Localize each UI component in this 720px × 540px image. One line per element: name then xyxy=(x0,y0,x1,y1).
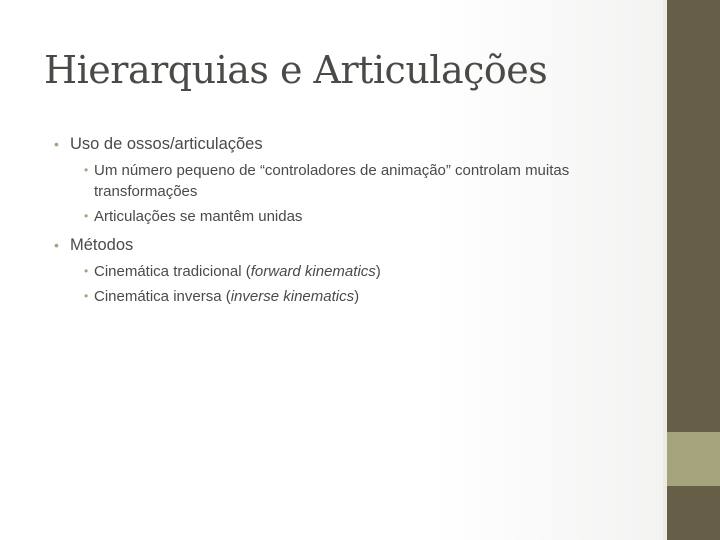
sub-bullet-text: Articulações se mantêm unidas xyxy=(94,208,303,225)
slide-title: Hierarquias e Articulações xyxy=(44,48,548,92)
sub-bullet-item xyxy=(70,261,654,282)
bullet-list xyxy=(54,132,654,307)
sub-bullet-text-suffix: ) xyxy=(354,288,360,305)
sub-bullet-text-prefix: Cinemática inversa ( xyxy=(94,288,231,305)
slide-content xyxy=(54,132,654,313)
bullet-text: Métodos xyxy=(70,236,134,254)
bullet-item xyxy=(54,132,654,227)
bullet-item xyxy=(54,233,654,307)
sub-bullet-text-suffix: ) xyxy=(375,263,381,280)
sub-bullet-list xyxy=(70,261,654,307)
sub-bullet-text-italic: forward kinematics xyxy=(250,263,376,280)
bullet-text: Uso de ossos/articulações xyxy=(70,135,263,153)
sub-bullet-text: Um número pequeno de “controladores de animação” controlam muitas transformações xyxy=(94,162,570,200)
sub-bullet-item xyxy=(70,286,654,307)
sub-bullet-list xyxy=(70,160,654,227)
sub-bullet-item xyxy=(70,160,654,202)
sub-bullet-text-italic: inverse kinematics xyxy=(230,288,355,305)
sub-bullet-text-prefix: Cinemática tradicional ( xyxy=(94,263,251,280)
sidebar-accent-block xyxy=(667,432,720,486)
sub-bullet-item xyxy=(70,206,654,227)
